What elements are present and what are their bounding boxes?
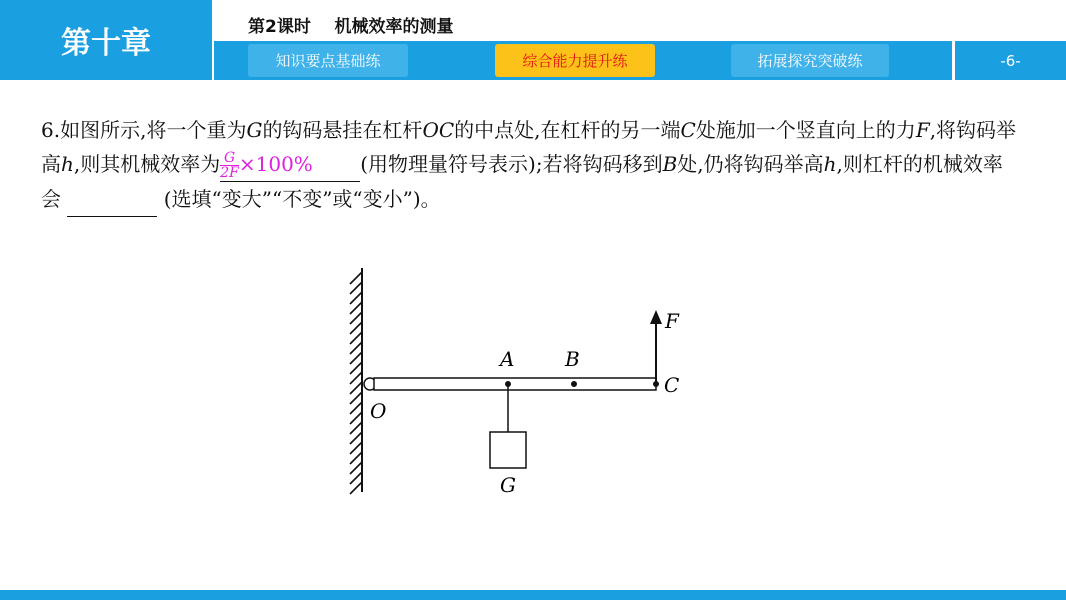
label-g: G: [500, 473, 516, 497]
tab-basic-practice[interactable]: 知识要点基础练: [248, 44, 408, 77]
chapter-title: 第十章: [0, 0, 212, 80]
tab-comprehensive-practice[interactable]: 综合能力提升练: [495, 44, 655, 77]
label-f: F: [665, 309, 679, 333]
label-a: A: [500, 347, 515, 371]
answer-blank-2: [67, 182, 157, 217]
label-b: B: [565, 347, 580, 371]
label-o: O: [370, 399, 387, 423]
answer-blank-1: [220, 147, 360, 182]
label-c: C: [664, 373, 680, 397]
page-number: -6-: [955, 41, 1066, 80]
answer-efficiency: $\frac{G}{2F}$ ×100%: [220, 150, 313, 181]
weight-block: [490, 432, 526, 468]
footer-bar: [0, 590, 1066, 600]
point-b: [571, 381, 577, 387]
lesson-title: 第2课时 机械效率的测量: [248, 17, 454, 37]
force-f-arrowhead: [650, 310, 662, 324]
lever-diagram: [340, 262, 700, 502]
tab-extension-practice[interactable]: 拓展探究突破练: [731, 44, 889, 77]
lever-bar: [374, 378, 656, 390]
wall-hatching: [350, 272, 362, 494]
question-text: 6.如图所示,将一个重为G的钩码悬挂在杠杆OC的中点处,在杠杆的另一端C处施加一个竖直向上的力F,将钩码举高h,则其机械效率为 $\frac{G}{2F}$ ×100% (用物理量符号表示);若将钩码移到B处,仍将钩码举高h,则杠杆的机械效率会 (选填“变大”“不变”或“变小”)。: [41, 113, 1021, 217]
